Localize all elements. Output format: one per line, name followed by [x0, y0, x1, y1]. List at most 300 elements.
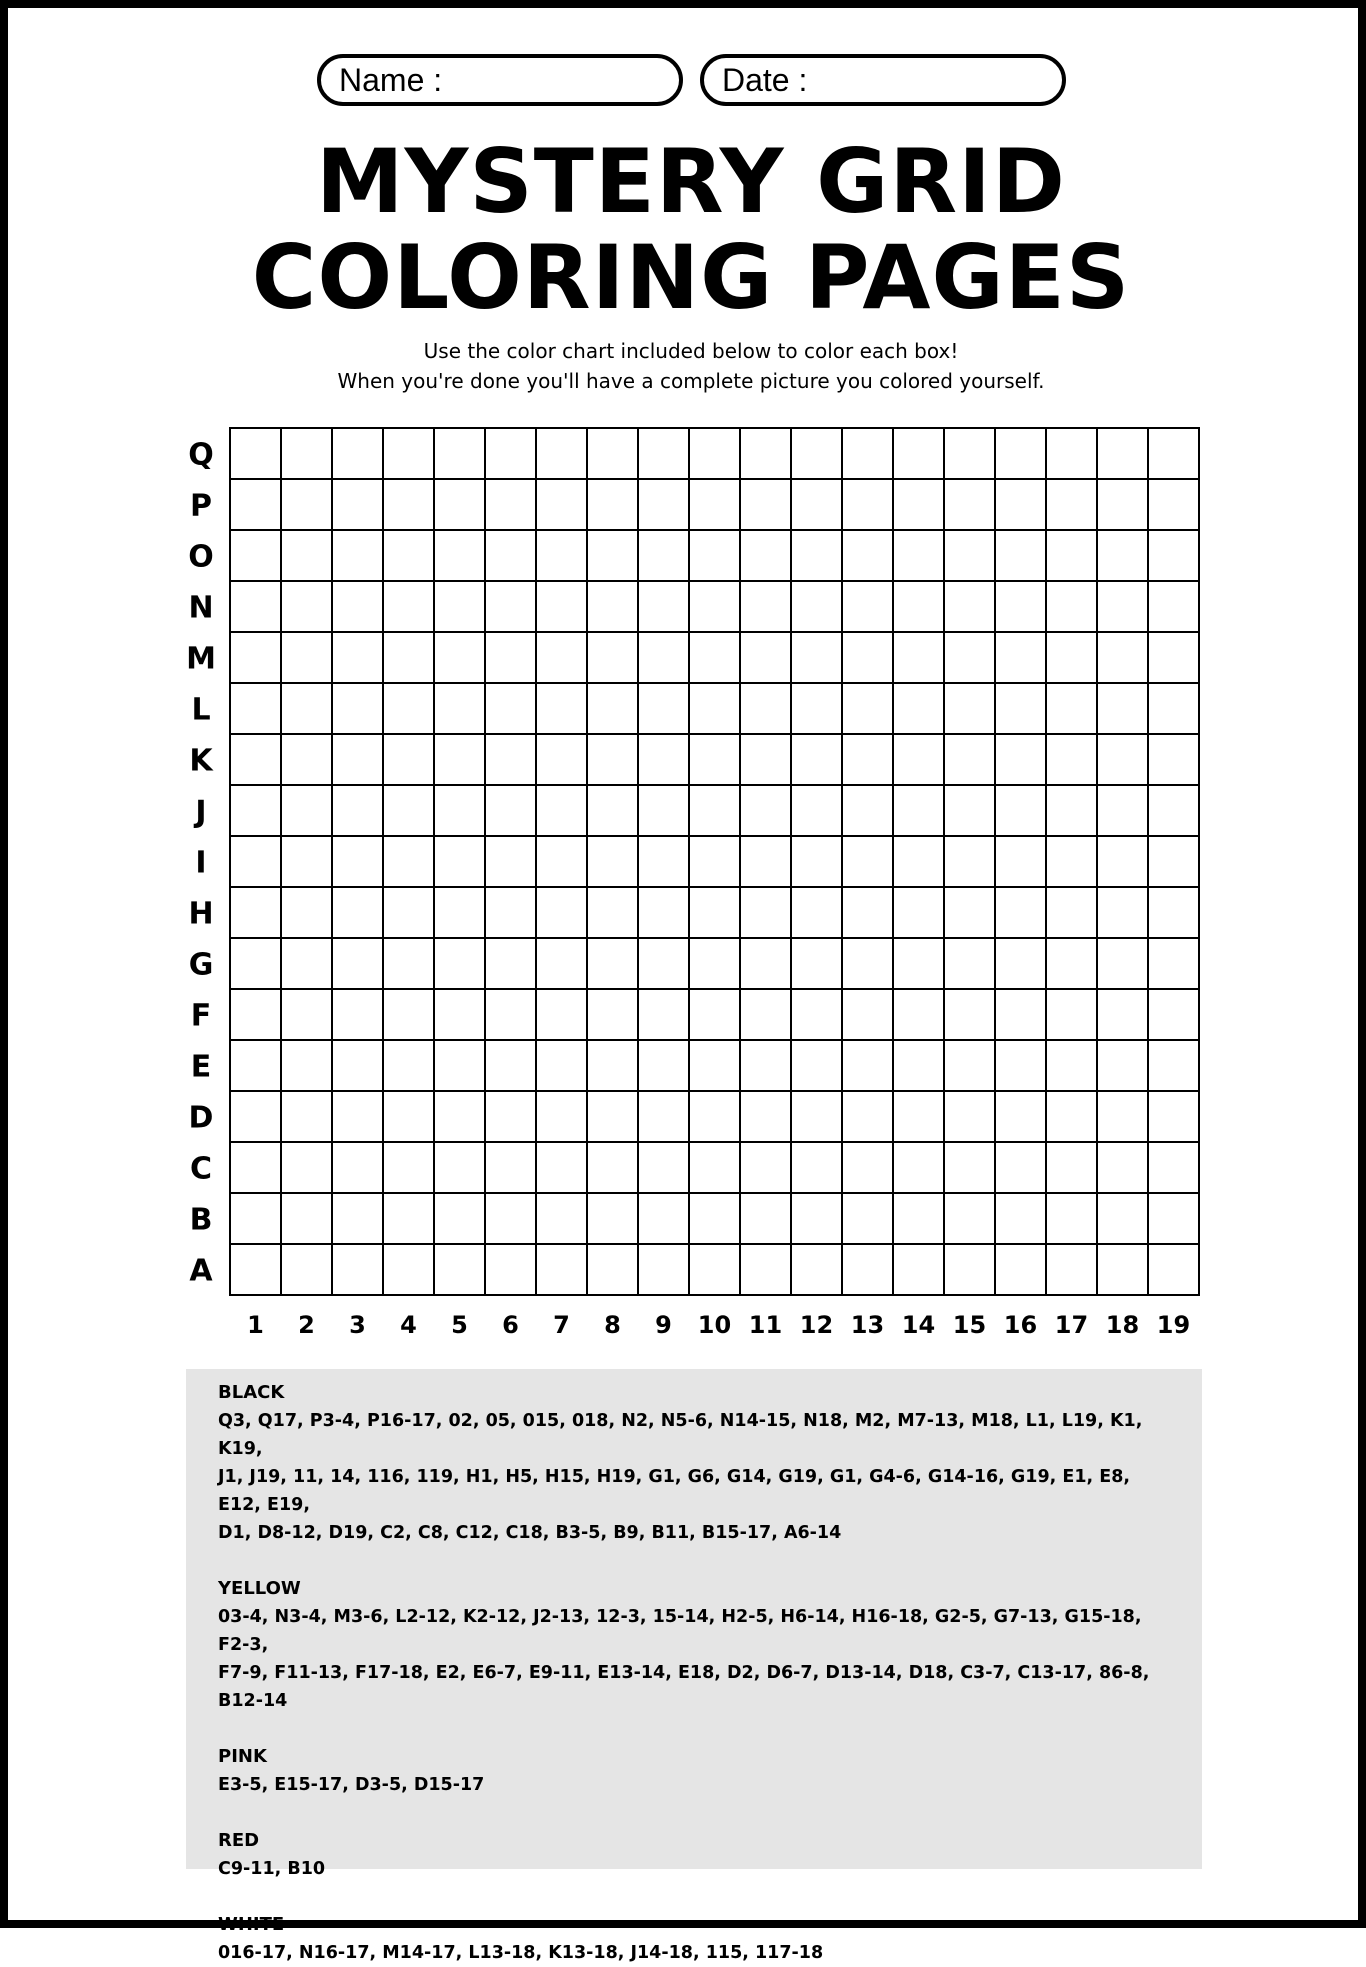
- grid-cell-C16[interactable]: [995, 1142, 1046, 1193]
- grid-cell-H16[interactable]: [995, 887, 1046, 938]
- grid-cell-M4[interactable]: [383, 632, 434, 683]
- grid-cell-M17[interactable]: [1046, 632, 1097, 683]
- grid-cell-M3[interactable]: [332, 632, 383, 683]
- grid-cell-C13[interactable]: [842, 1142, 893, 1193]
- grid-cell-M8[interactable]: [587, 632, 638, 683]
- grid-cell-N15[interactable]: [944, 581, 995, 632]
- grid-cell-D12[interactable]: [791, 1091, 842, 1142]
- grid-cell-H15[interactable]: [944, 887, 995, 938]
- grid-cell-C1[interactable]: [230, 1142, 281, 1193]
- grid-cell-G1[interactable]: [230, 938, 281, 989]
- grid-cell-N8[interactable]: [587, 581, 638, 632]
- grid-cell-D7[interactable]: [536, 1091, 587, 1142]
- grid-cell-E19[interactable]: [1148, 1040, 1199, 1091]
- grid-cell-H3[interactable]: [332, 887, 383, 938]
- grid-cell-N9[interactable]: [638, 581, 689, 632]
- grid-cell-O6[interactable]: [485, 530, 536, 581]
- grid-cell-P12[interactable]: [791, 479, 842, 530]
- grid-cell-A10[interactable]: [689, 1244, 740, 1295]
- grid-cell-N18[interactable]: [1097, 581, 1148, 632]
- grid-cell-O3[interactable]: [332, 530, 383, 581]
- grid-cell-D17[interactable]: [1046, 1091, 1097, 1142]
- grid-cell-C6[interactable]: [485, 1142, 536, 1193]
- grid-cell-N11[interactable]: [740, 581, 791, 632]
- grid-cell-F15[interactable]: [944, 989, 995, 1040]
- grid-cell-E3[interactable]: [332, 1040, 383, 1091]
- grid-cell-K13[interactable]: [842, 734, 893, 785]
- grid-cell-G3[interactable]: [332, 938, 383, 989]
- grid-cell-B3[interactable]: [332, 1193, 383, 1244]
- coloring-grid[interactable]: [168, 423, 1208, 1338]
- grid-cell-N12[interactable]: [791, 581, 842, 632]
- grid-cell-Q6[interactable]: [485, 428, 536, 479]
- grid-cell-L17[interactable]: [1046, 683, 1097, 734]
- grid-cell-Q15[interactable]: [944, 428, 995, 479]
- grid-cell-M14[interactable]: [893, 632, 944, 683]
- grid-cell-Q10[interactable]: [689, 428, 740, 479]
- grid-cell-B1[interactable]: [230, 1193, 281, 1244]
- grid-cell-A11[interactable]: [740, 1244, 791, 1295]
- grid-cell-G14[interactable]: [893, 938, 944, 989]
- grid-cell-O16[interactable]: [995, 530, 1046, 581]
- grid-cell-I15[interactable]: [944, 836, 995, 887]
- date-field[interactable]: [700, 54, 1066, 106]
- grid-cell-K14[interactable]: [893, 734, 944, 785]
- grid-cell-K11[interactable]: [740, 734, 791, 785]
- grid-cell-N4[interactable]: [383, 581, 434, 632]
- grid-cell-K12[interactable]: [791, 734, 842, 785]
- grid-cell-B6[interactable]: [485, 1193, 536, 1244]
- grid-cell-P10[interactable]: [689, 479, 740, 530]
- grid-cell-K15[interactable]: [944, 734, 995, 785]
- grid-cell-B18[interactable]: [1097, 1193, 1148, 1244]
- grid-cell-M15[interactable]: [944, 632, 995, 683]
- grid-cell-P18[interactable]: [1097, 479, 1148, 530]
- grid-cell-H7[interactable]: [536, 887, 587, 938]
- grid-cell-C4[interactable]: [383, 1142, 434, 1193]
- grid-cell-P6[interactable]: [485, 479, 536, 530]
- grid-cell-L1[interactable]: [230, 683, 281, 734]
- grid-cell-P14[interactable]: [893, 479, 944, 530]
- grid-cell-O9[interactable]: [638, 530, 689, 581]
- grid-cell-E4[interactable]: [383, 1040, 434, 1091]
- grid-cell-A1[interactable]: [230, 1244, 281, 1295]
- grid-cell-J6[interactable]: [485, 785, 536, 836]
- grid-cell-J9[interactable]: [638, 785, 689, 836]
- grid-cell-A12[interactable]: [791, 1244, 842, 1295]
- grid-cell-F7[interactable]: [536, 989, 587, 1040]
- grid-cell-K7[interactable]: [536, 734, 587, 785]
- grid-cell-K17[interactable]: [1046, 734, 1097, 785]
- grid-cell-H18[interactable]: [1097, 887, 1148, 938]
- grid-cell-E10[interactable]: [689, 1040, 740, 1091]
- grid-cell-I3[interactable]: [332, 836, 383, 887]
- grid-cell-F4[interactable]: [383, 989, 434, 1040]
- grid-cell-F19[interactable]: [1148, 989, 1199, 1040]
- grid-cell-K3[interactable]: [332, 734, 383, 785]
- grid-cell-Q17[interactable]: [1046, 428, 1097, 479]
- grid-cell-A19[interactable]: [1148, 1244, 1199, 1295]
- grid-cell-O12[interactable]: [791, 530, 842, 581]
- grid-cell-D11[interactable]: [740, 1091, 791, 1142]
- grid-cell-E13[interactable]: [842, 1040, 893, 1091]
- grid-cell-C5[interactable]: [434, 1142, 485, 1193]
- grid-cell-A18[interactable]: [1097, 1244, 1148, 1295]
- grid-cell-M13[interactable]: [842, 632, 893, 683]
- grid-cell-Q12[interactable]: [791, 428, 842, 479]
- grid-cell-G5[interactable]: [434, 938, 485, 989]
- grid-cell-P5[interactable]: [434, 479, 485, 530]
- grid-cell-N2[interactable]: [281, 581, 332, 632]
- grid-cell-E12[interactable]: [791, 1040, 842, 1091]
- grid-cell-H13[interactable]: [842, 887, 893, 938]
- grid-cell-H5[interactable]: [434, 887, 485, 938]
- grid-cell-A3[interactable]: [332, 1244, 383, 1295]
- grid-cell-E14[interactable]: [893, 1040, 944, 1091]
- grid-cell-A5[interactable]: [434, 1244, 485, 1295]
- grid-cell-K8[interactable]: [587, 734, 638, 785]
- grid-cell-N5[interactable]: [434, 581, 485, 632]
- grid-cell-Q4[interactable]: [383, 428, 434, 479]
- grid-cell-O15[interactable]: [944, 530, 995, 581]
- grid-cell-G8[interactable]: [587, 938, 638, 989]
- grid-cell-M19[interactable]: [1148, 632, 1199, 683]
- grid-cell-C7[interactable]: [536, 1142, 587, 1193]
- grid-cell-D9[interactable]: [638, 1091, 689, 1142]
- grid-cell-C19[interactable]: [1148, 1142, 1199, 1193]
- grid-cell-J1[interactable]: [230, 785, 281, 836]
- grid-cell-E8[interactable]: [587, 1040, 638, 1091]
- grid-cell-L12[interactable]: [791, 683, 842, 734]
- grid-cell-E11[interactable]: [740, 1040, 791, 1091]
- grid-cell-G18[interactable]: [1097, 938, 1148, 989]
- grid-cell-L10[interactable]: [689, 683, 740, 734]
- grid-cell-L7[interactable]: [536, 683, 587, 734]
- grid-cell-D10[interactable]: [689, 1091, 740, 1142]
- grid-cell-P9[interactable]: [638, 479, 689, 530]
- grid-cell-O1[interactable]: [230, 530, 281, 581]
- grid-cell-H6[interactable]: [485, 887, 536, 938]
- grid-cell-C12[interactable]: [791, 1142, 842, 1193]
- grid-cell-C17[interactable]: [1046, 1142, 1097, 1193]
- grid-cell-J8[interactable]: [587, 785, 638, 836]
- grid-cell-H19[interactable]: [1148, 887, 1199, 938]
- grid-cell-D5[interactable]: [434, 1091, 485, 1142]
- grid-cell-A9[interactable]: [638, 1244, 689, 1295]
- grid-cell-K2[interactable]: [281, 734, 332, 785]
- grid-cell-J16[interactable]: [995, 785, 1046, 836]
- grid-cell-G4[interactable]: [383, 938, 434, 989]
- grid-cell-I1[interactable]: [230, 836, 281, 887]
- grid-cell-N6[interactable]: [485, 581, 536, 632]
- grid-cell-C18[interactable]: [1097, 1142, 1148, 1193]
- grid-cell-H1[interactable]: [230, 887, 281, 938]
- grid-cell-E7[interactable]: [536, 1040, 587, 1091]
- grid-cell-M18[interactable]: [1097, 632, 1148, 683]
- grid-cell-E1[interactable]: [230, 1040, 281, 1091]
- grid-cell-C8[interactable]: [587, 1142, 638, 1193]
- grid-cell-I5[interactable]: [434, 836, 485, 887]
- grid-cell-D2[interactable]: [281, 1091, 332, 1142]
- grid-cell-H4[interactable]: [383, 887, 434, 938]
- grid-cell-F18[interactable]: [1097, 989, 1148, 1040]
- grid-cell-G16[interactable]: [995, 938, 1046, 989]
- grid-cell-J10[interactable]: [689, 785, 740, 836]
- grid-cell-H10[interactable]: [689, 887, 740, 938]
- grid-cell-F8[interactable]: [587, 989, 638, 1040]
- grid-cell-O8[interactable]: [587, 530, 638, 581]
- grid-cell-B11[interactable]: [740, 1193, 791, 1244]
- grid-cell-N19[interactable]: [1148, 581, 1199, 632]
- grid-cell-I14[interactable]: [893, 836, 944, 887]
- grid-cell-Q11[interactable]: [740, 428, 791, 479]
- grid-cell-I18[interactable]: [1097, 836, 1148, 887]
- grid-cell-Q18[interactable]: [1097, 428, 1148, 479]
- grid-cell-A2[interactable]: [281, 1244, 332, 1295]
- grid-cell-F11[interactable]: [740, 989, 791, 1040]
- grid-cell-M2[interactable]: [281, 632, 332, 683]
- grid-cell-G10[interactable]: [689, 938, 740, 989]
- grid-cell-N16[interactable]: [995, 581, 1046, 632]
- grid-cell-D13[interactable]: [842, 1091, 893, 1142]
- grid-cell-I7[interactable]: [536, 836, 587, 887]
- grid-cell-K6[interactable]: [485, 734, 536, 785]
- grid-cell-Q7[interactable]: [536, 428, 587, 479]
- grid-cell-J13[interactable]: [842, 785, 893, 836]
- grid-cell-J12[interactable]: [791, 785, 842, 836]
- grid-cell-F6[interactable]: [485, 989, 536, 1040]
- grid-cell-C3[interactable]: [332, 1142, 383, 1193]
- grid-cell-K18[interactable]: [1097, 734, 1148, 785]
- grid-cell-B17[interactable]: [1046, 1193, 1097, 1244]
- grid-cell-P8[interactable]: [587, 479, 638, 530]
- grid-cell-H11[interactable]: [740, 887, 791, 938]
- grid-cell-M9[interactable]: [638, 632, 689, 683]
- grid-cell-O19[interactable]: [1148, 530, 1199, 581]
- grid-cell-P17[interactable]: [1046, 479, 1097, 530]
- grid-cell-D18[interactable]: [1097, 1091, 1148, 1142]
- grid-cell-I16[interactable]: [995, 836, 1046, 887]
- grid-cell-B7[interactable]: [536, 1193, 587, 1244]
- grid-cell-L18[interactable]: [1097, 683, 1148, 734]
- grid-cell-G2[interactable]: [281, 938, 332, 989]
- grid-cell-B9[interactable]: [638, 1193, 689, 1244]
- grid-cell-Q2[interactable]: [281, 428, 332, 479]
- grid-cell-G17[interactable]: [1046, 938, 1097, 989]
- grid-cell-O5[interactable]: [434, 530, 485, 581]
- grid-cell-B16[interactable]: [995, 1193, 1046, 1244]
- grid-cell-H17[interactable]: [1046, 887, 1097, 938]
- grid-cell-M7[interactable]: [536, 632, 587, 683]
- grid-cell-K1[interactable]: [230, 734, 281, 785]
- grid-cell-C15[interactable]: [944, 1142, 995, 1193]
- grid-cell-J15[interactable]: [944, 785, 995, 836]
- name-field[interactable]: [317, 54, 683, 106]
- grid-cell-B15[interactable]: [944, 1193, 995, 1244]
- grid-cell-F2[interactable]: [281, 989, 332, 1040]
- grid-cell-L4[interactable]: [383, 683, 434, 734]
- grid-cell-O2[interactable]: [281, 530, 332, 581]
- grid-cell-A6[interactable]: [485, 1244, 536, 1295]
- grid-cell-K10[interactable]: [689, 734, 740, 785]
- grid-cell-G13[interactable]: [842, 938, 893, 989]
- grid-cell-B5[interactable]: [434, 1193, 485, 1244]
- grid-cell-L11[interactable]: [740, 683, 791, 734]
- grid-cell-J5[interactable]: [434, 785, 485, 836]
- grid-cell-L13[interactable]: [842, 683, 893, 734]
- grid-cell-J2[interactable]: [281, 785, 332, 836]
- grid-cell-I6[interactable]: [485, 836, 536, 887]
- grid-cell-Q5[interactable]: [434, 428, 485, 479]
- grid-cell-C10[interactable]: [689, 1142, 740, 1193]
- grid-cell-F10[interactable]: [689, 989, 740, 1040]
- grid-cell-B4[interactable]: [383, 1193, 434, 1244]
- grid-cell-E6[interactable]: [485, 1040, 536, 1091]
- grid-cell-I2[interactable]: [281, 836, 332, 887]
- grid-cell-A14[interactable]: [893, 1244, 944, 1295]
- grid-cell-A4[interactable]: [383, 1244, 434, 1295]
- grid-cell-H8[interactable]: [587, 887, 638, 938]
- grid-cell-N13[interactable]: [842, 581, 893, 632]
- grid-cell-P7[interactable]: [536, 479, 587, 530]
- grid-cell-O18[interactable]: [1097, 530, 1148, 581]
- grid-cell-F14[interactable]: [893, 989, 944, 1040]
- grid-cell-I4[interactable]: [383, 836, 434, 887]
- grid-cell-L16[interactable]: [995, 683, 1046, 734]
- grid-cell-O14[interactable]: [893, 530, 944, 581]
- grid-cell-B2[interactable]: [281, 1193, 332, 1244]
- grid-cell-F9[interactable]: [638, 989, 689, 1040]
- grid-cell-J18[interactable]: [1097, 785, 1148, 836]
- grid-cell-A15[interactable]: [944, 1244, 995, 1295]
- grid-cell-E15[interactable]: [944, 1040, 995, 1091]
- grid-cell-J19[interactable]: [1148, 785, 1199, 836]
- grid-cell-P13[interactable]: [842, 479, 893, 530]
- grid-cell-H2[interactable]: [281, 887, 332, 938]
- grid-cell-G6[interactable]: [485, 938, 536, 989]
- grid-cell-O17[interactable]: [1046, 530, 1097, 581]
- grid-cell-D4[interactable]: [383, 1091, 434, 1142]
- grid-cell-P15[interactable]: [944, 479, 995, 530]
- grid-cell-C2[interactable]: [281, 1142, 332, 1193]
- grid-cell-G12[interactable]: [791, 938, 842, 989]
- grid-cell-M1[interactable]: [230, 632, 281, 683]
- grid-cell-L19[interactable]: [1148, 683, 1199, 734]
- grid-cell-B14[interactable]: [893, 1193, 944, 1244]
- grid-cell-K9[interactable]: [638, 734, 689, 785]
- grid-cell-I11[interactable]: [740, 836, 791, 887]
- grid-cell-Q3[interactable]: [332, 428, 383, 479]
- grid-cell-M11[interactable]: [740, 632, 791, 683]
- grid-cell-E2[interactable]: [281, 1040, 332, 1091]
- grid-cell-L6[interactable]: [485, 683, 536, 734]
- grid-cell-L8[interactable]: [587, 683, 638, 734]
- grid-cell-Q13[interactable]: [842, 428, 893, 479]
- grid-cell-B13[interactable]: [842, 1193, 893, 1244]
- grid-cell-M10[interactable]: [689, 632, 740, 683]
- grid-cell-A13[interactable]: [842, 1244, 893, 1295]
- grid-cell-N3[interactable]: [332, 581, 383, 632]
- grid-cell-Q16[interactable]: [995, 428, 1046, 479]
- grid-cell-G11[interactable]: [740, 938, 791, 989]
- grid-cell-D14[interactable]: [893, 1091, 944, 1142]
- grid-cell-E9[interactable]: [638, 1040, 689, 1091]
- grid-cell-B19[interactable]: [1148, 1193, 1199, 1244]
- grid-cell-J7[interactable]: [536, 785, 587, 836]
- grid-cell-M16[interactable]: [995, 632, 1046, 683]
- grid-cell-N10[interactable]: [689, 581, 740, 632]
- grid-cell-F5[interactable]: [434, 989, 485, 1040]
- grid-cell-L14[interactable]: [893, 683, 944, 734]
- grid-cell-H12[interactable]: [791, 887, 842, 938]
- grid-cell-P2[interactable]: [281, 479, 332, 530]
- grid-cell-H9[interactable]: [638, 887, 689, 938]
- grid-cell-I17[interactable]: [1046, 836, 1097, 887]
- grid-cell-C9[interactable]: [638, 1142, 689, 1193]
- grid-cell-P19[interactable]: [1148, 479, 1199, 530]
- grid-cell-D16[interactable]: [995, 1091, 1046, 1142]
- grid-cell-P11[interactable]: [740, 479, 791, 530]
- grid-cell-P4[interactable]: [383, 479, 434, 530]
- grid-cell-I10[interactable]: [689, 836, 740, 887]
- grid-cell-A8[interactable]: [587, 1244, 638, 1295]
- grid-cell-O4[interactable]: [383, 530, 434, 581]
- grid-cell-N17[interactable]: [1046, 581, 1097, 632]
- grid-cell-I9[interactable]: [638, 836, 689, 887]
- grid-cell-D1[interactable]: [230, 1091, 281, 1142]
- grid-cell-F1[interactable]: [230, 989, 281, 1040]
- grid-cell-A7[interactable]: [536, 1244, 587, 1295]
- grid-cell-D15[interactable]: [944, 1091, 995, 1142]
- grid-cell-L3[interactable]: [332, 683, 383, 734]
- grid-cell-P16[interactable]: [995, 479, 1046, 530]
- grid-cell-B12[interactable]: [791, 1193, 842, 1244]
- grid-cell-G15[interactable]: [944, 938, 995, 989]
- grid-cell-D19[interactable]: [1148, 1091, 1199, 1142]
- grid-cell-E16[interactable]: [995, 1040, 1046, 1091]
- grid-cell-B10[interactable]: [689, 1193, 740, 1244]
- grid-cell-E18[interactable]: [1097, 1040, 1148, 1091]
- grid-cell-I8[interactable]: [587, 836, 638, 887]
- grid-cell-I13[interactable]: [842, 836, 893, 887]
- grid-cell-A17[interactable]: [1046, 1244, 1097, 1295]
- grid-cell-J3[interactable]: [332, 785, 383, 836]
- grid-cell-N1[interactable]: [230, 581, 281, 632]
- grid-cell-K5[interactable]: [434, 734, 485, 785]
- grid-cell-N14[interactable]: [893, 581, 944, 632]
- grid-cell-F3[interactable]: [332, 989, 383, 1040]
- grid-cell-L9[interactable]: [638, 683, 689, 734]
- grid-cell-P3[interactable]: [332, 479, 383, 530]
- grid-cell-O7[interactable]: [536, 530, 587, 581]
- grid-cell-L2[interactable]: [281, 683, 332, 734]
- grid-cell-F17[interactable]: [1046, 989, 1097, 1040]
- grid-cell-J4[interactable]: [383, 785, 434, 836]
- grid-cell-M5[interactable]: [434, 632, 485, 683]
- grid-cell-C14[interactable]: [893, 1142, 944, 1193]
- grid-cell-L15[interactable]: [944, 683, 995, 734]
- grid-cell-F16[interactable]: [995, 989, 1046, 1040]
- grid-cell-E5[interactable]: [434, 1040, 485, 1091]
- grid-cell-F12[interactable]: [791, 989, 842, 1040]
- grid-cell-K19[interactable]: [1148, 734, 1199, 785]
- grid-cell-C11[interactable]: [740, 1142, 791, 1193]
- grid-cell-E17[interactable]: [1046, 1040, 1097, 1091]
- grid-cell-Q9[interactable]: [638, 428, 689, 479]
- grid-cell-O11[interactable]: [740, 530, 791, 581]
- grid-cell-B8[interactable]: [587, 1193, 638, 1244]
- grid-cell-J17[interactable]: [1046, 785, 1097, 836]
